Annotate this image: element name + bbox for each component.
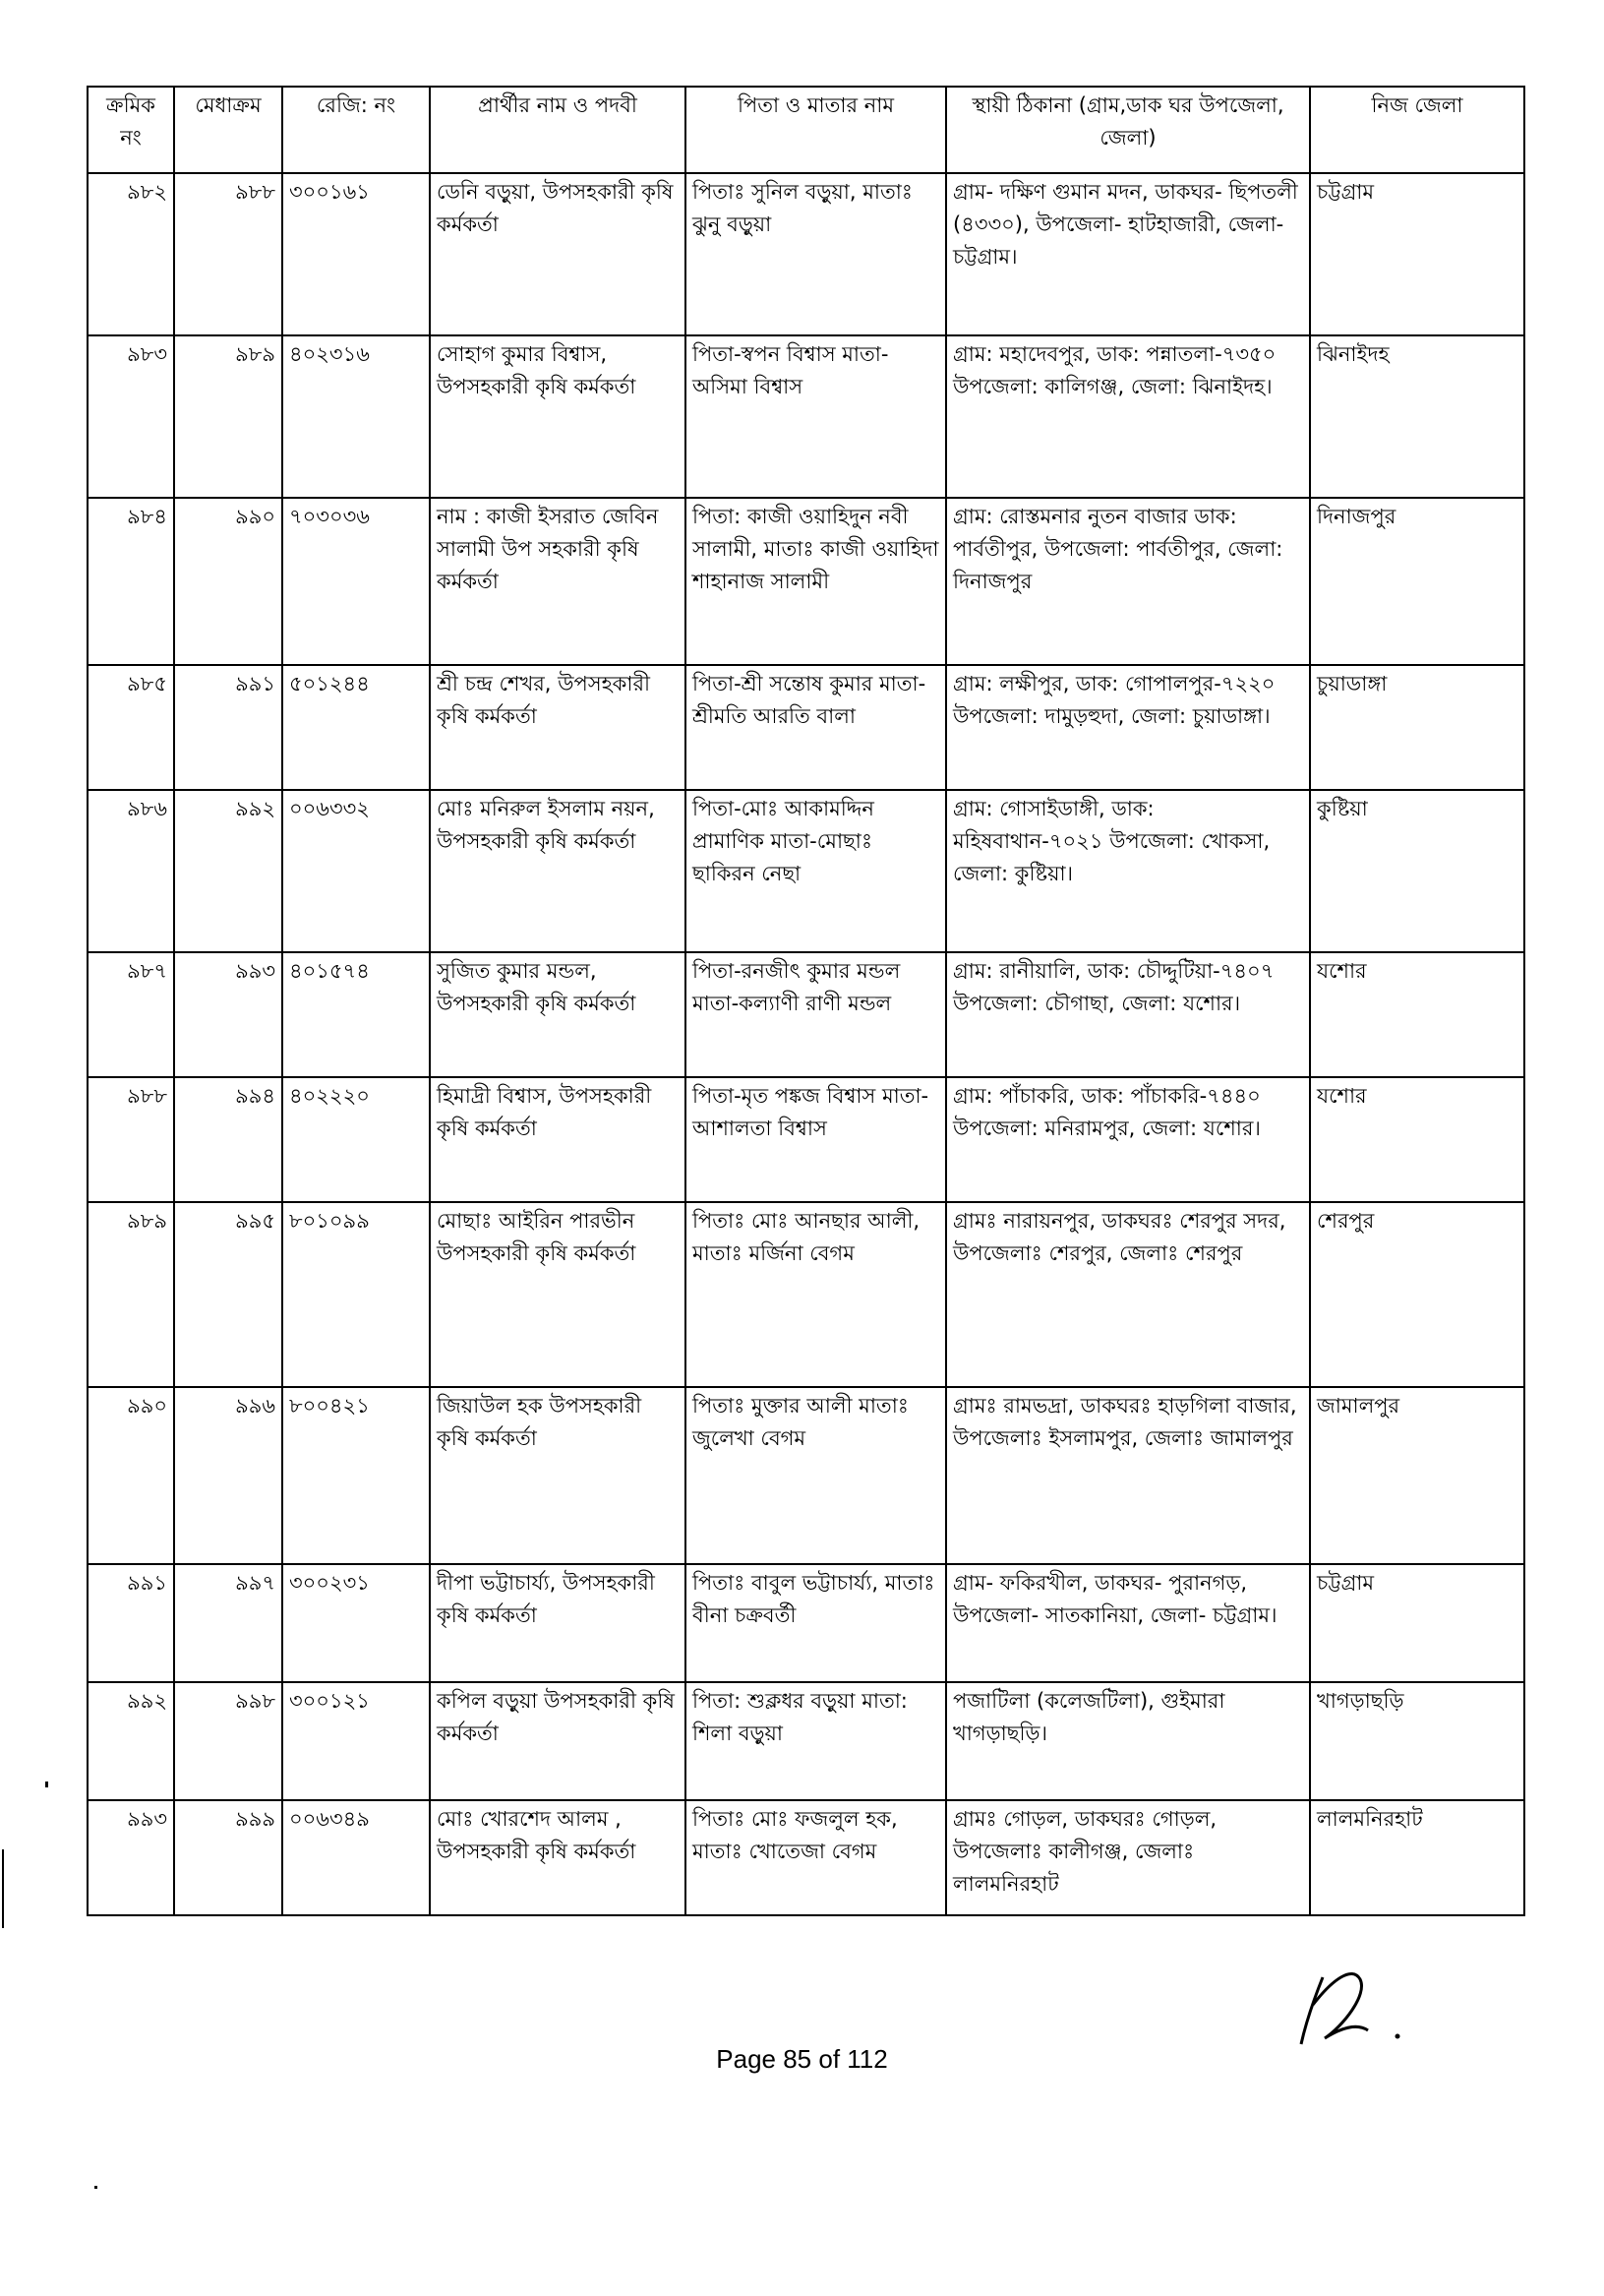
- cell-parents: পিতাঃ মোঃ ফজলুল হক, মাতাঃ খোতেজা বেগম: [685, 1800, 946, 1915]
- cell-merit: ৯৯৬: [174, 1387, 282, 1564]
- cell-address: গ্রাম- ফকিরখীল, ডাকঘর- পুরানগড়, উপজেলা- সাতকানিয়া, জেলা- চট্টগ্রাম।: [946, 1564, 1310, 1682]
- cell-district: খাগড়াছড়ি: [1310, 1682, 1524, 1800]
- cell-serial: ৯৮২: [88, 173, 174, 335]
- table-row: [88, 1564, 1524, 1682]
- header-merit: মেধাক্রম: [174, 87, 282, 173]
- cell-parents: পিতা-মোঃ আকামদ্দিন প্রামাণিক মাতা-মোছাঃ ছাকিরন নেছা: [685, 790, 946, 952]
- cell-reg: ৩০০১৬১: [282, 173, 430, 335]
- cell-name: হিমাদ্রী বিশ্বাস, উপসহকারী কৃষি কর্মকর্তা: [430, 1077, 685, 1202]
- cell-parents: পিতা-মৃত পঙ্কজ বিশ্বাস মাতা-আশালতা বিশ্বাস: [685, 1077, 946, 1202]
- table-row: [88, 1800, 1524, 1915]
- cell-reg: ৪০২২২০: [282, 1077, 430, 1202]
- cell-district: যশোর: [1310, 952, 1524, 1077]
- margin-mark: [45, 1782, 48, 1787]
- cell-address: গ্রামঃ গোড়ল, ডাকঘরঃ গোড়ল, উপজেলাঃ কালীগঞ্জ, জেলাঃ লালমনিরহাট: [946, 1800, 1310, 1915]
- cell-reg: ৭০৩০৩৬: [282, 498, 430, 665]
- cell-name: সোহাগ কুমার বিশ্বাস, উপসহকারী কৃষি কর্মকর্তা: [430, 335, 685, 498]
- cell-reg: ০০৬৩৪৯: [282, 1800, 430, 1915]
- cell-serial: ৯৮৬: [88, 790, 174, 952]
- cell-merit: ৯৯৫: [174, 1202, 282, 1387]
- table-row: [88, 335, 1524, 498]
- cell-name: ডেনি বড়ুয়া, উপসহকারী কৃষি কর্মকর্তা: [430, 173, 685, 335]
- cell-reg: ৪০২৩১৬: [282, 335, 430, 498]
- cell-merit: ৯৯৪: [174, 1077, 282, 1202]
- header-reg: রেজি: নং: [282, 87, 430, 173]
- margin-mark: [2, 1849, 4, 1928]
- table-row: [88, 790, 1524, 952]
- header-serial: ক্রমিক নং: [88, 87, 174, 173]
- cell-district: চুয়াডাঙ্গা: [1310, 665, 1524, 790]
- cell-merit: ৯৯৩: [174, 952, 282, 1077]
- cell-serial: ৯৮৯: [88, 1202, 174, 1387]
- cell-name: মোঃ খোরশেদ আলম , উপসহকারী কৃষি কর্মকর্তা: [430, 1800, 685, 1915]
- table-row: [88, 665, 1524, 790]
- margin-mark: [94, 2186, 97, 2189]
- cell-merit: ৯৯৯: [174, 1800, 282, 1915]
- cell-serial: ৯৮৭: [88, 952, 174, 1077]
- cell-merit: ৯৮৮: [174, 173, 282, 335]
- table-header-row: [88, 87, 1524, 173]
- cell-merit: ৯৯৭: [174, 1564, 282, 1682]
- candidate-table: [87, 86, 1525, 1916]
- page-number: Page 85 of 112: [716, 2044, 888, 2074]
- header-address: স্থায়ী ঠিকানা (গ্রাম,ডাক ঘর উপজেলা, জেলা): [946, 87, 1310, 173]
- table-row: [88, 1387, 1524, 1564]
- cell-address: গ্রাম: গোসাইডাঙ্গী, ডাক: মহিষবাথান-৭০২১ উপজেলা: খোকসা, জেলা: কুষ্টিয়া।: [946, 790, 1310, 952]
- cell-serial: ৯৮৪: [88, 498, 174, 665]
- cell-district: জামালপুর: [1310, 1387, 1524, 1564]
- cell-address: গ্রামঃ নারায়নপুর, ডাকঘরঃ শেরপুর সদর, উপজেলাঃ শেরপুর, জেলাঃ শেরপুর: [946, 1202, 1310, 1387]
- cell-name: কপিল বড়ুয়া উপসহকারী কৃষি কর্মকর্তা: [430, 1682, 685, 1800]
- cell-reg: ৮০০৪২১: [282, 1387, 430, 1564]
- cell-name: মোঃ মনিরুল ইসলাম নয়ন, উপসহকারী কৃষি কর্মকর্তা: [430, 790, 685, 952]
- table-row: [88, 952, 1524, 1077]
- signature: [1283, 1958, 1421, 2051]
- cell-address: গ্রাম: রোস্তমনার নুতন বাজার ডাক: পার্বতীপুর, উপজেলা: পার্বতীপুর, জেলা: দিনাজপুর: [946, 498, 1310, 665]
- cell-serial: ৯৮৮: [88, 1077, 174, 1202]
- cell-serial: ৯৯১: [88, 1564, 174, 1682]
- cell-merit: ৯৯০: [174, 498, 282, 665]
- cell-parents: পিতাঃ মুক্তার আলী মাতাঃ জুলেখা বেগম: [685, 1387, 946, 1564]
- cell-merit: ৯৯৮: [174, 1682, 282, 1800]
- cell-parents: পিতা-স্বপন বিশ্বাস মাতা-অসিমা বিশ্বাস: [685, 335, 946, 498]
- cell-name: জিয়াউল হক উপসহকারী কৃষি কর্মকর্তা: [430, 1387, 685, 1564]
- cell-parents: পিতাঃ সুনিল বড়ুয়া, মাতাঃ ঝুনু বড়ুয়া: [685, 173, 946, 335]
- cell-name: সুজিত কুমার মন্ডল, উপসহকারী কৃষি কর্মকর্তা: [430, 952, 685, 1077]
- cell-serial: ৯৮৫: [88, 665, 174, 790]
- table-row: [88, 498, 1524, 665]
- cell-district: চট্টগ্রাম: [1310, 173, 1524, 335]
- cell-address: গ্রাম: মহাদেবপুর, ডাক: পন্নাতলা-৭৩৫০ উপজেলা: কালিগঞ্জ, জেলা: ঝিনাইদহ।: [946, 335, 1310, 498]
- cell-parents: পিতা: শুক্লধর বড়ুয়া মাতা: শিলা বড়ুয়া: [685, 1682, 946, 1800]
- cell-name: দীপা ভট্টাচার্য্য, উপসহকারী কৃষি কর্মকর্তা: [430, 1564, 685, 1682]
- cell-reg: ৪০১৫৭৪: [282, 952, 430, 1077]
- cell-district: লালমনিরহাট: [1310, 1800, 1524, 1915]
- cell-district: কুষ্টিয়া: [1310, 790, 1524, 952]
- cell-reg: ৮০১০৯৯: [282, 1202, 430, 1387]
- cell-reg: ৩০০২৩১: [282, 1564, 430, 1682]
- cell-serial: ৯৯৩: [88, 1800, 174, 1915]
- cell-address: পজাটিলা (কলেজটিলা), গুইমারা খাগড়াছড়ি।: [946, 1682, 1310, 1800]
- cell-reg: ০০৬৩৩২: [282, 790, 430, 952]
- cell-merit: ৯৮৯: [174, 335, 282, 498]
- cell-address: গ্রাম- দক্ষিণ গুমান মদন, ডাকঘর- ছিপতলী (৪৩৩০), উপজেলা- হাটহাজারী, জেলা- চট্টগ্রাম।: [946, 173, 1310, 335]
- header-name: প্রার্থীর নাম ও পদবী: [430, 87, 685, 173]
- table-row: [88, 1682, 1524, 1800]
- cell-parents: পিতা: কাজী ওয়াহিদুন নবী সালামী, মাতাঃ কাজী ওয়াহিদা শাহানাজ সালামী: [685, 498, 946, 665]
- cell-reg: ৩০০১২১: [282, 1682, 430, 1800]
- cell-serial: ৯৮৩: [88, 335, 174, 498]
- cell-district: চট্টগ্রাম: [1310, 1564, 1524, 1682]
- cell-address: গ্রাম: লক্ষীপুর, ডাক: গোপালপুর-৭২২০ উপজেলা: দামুড়হুদা, জেলা: চুয়াডাঙ্গা।: [946, 665, 1310, 790]
- cell-name: নাম : কাজী ইসরাত জেবিন সালামী উপ সহকারী কৃষি কর্মকর্তা: [430, 498, 685, 665]
- cell-reg: ৫০১২৪৪: [282, 665, 430, 790]
- table-row: [88, 1077, 1524, 1202]
- header-district: নিজ জেলা: [1310, 87, 1524, 173]
- table-body: [88, 173, 1524, 1915]
- table-row: [88, 173, 1524, 335]
- cell-district: শেরপুর: [1310, 1202, 1524, 1387]
- cell-merit: ৯৯২: [174, 790, 282, 952]
- cell-parents: পিতা-শ্রী সন্তোষ কুমার মাতা-শ্রীমতি আরতি বালা: [685, 665, 946, 790]
- cell-serial: ৯৯০: [88, 1387, 174, 1564]
- cell-parents: পিতাঃ বাবুল ভট্টাচার্য্য, মাতাঃ বীনা চক্রবর্তী: [685, 1564, 946, 1682]
- cell-district: দিনাজপুর: [1310, 498, 1524, 665]
- cell-district: ঝিনাইদহ: [1310, 335, 1524, 498]
- cell-serial: ৯৯২: [88, 1682, 174, 1800]
- cell-merit: ৯৯১: [174, 665, 282, 790]
- cell-name: মোছাঃ আইরিন পারভীন উপসহকারী কৃষি কর্মকর্তা: [430, 1202, 685, 1387]
- cell-parents: পিতাঃ মোঃ আনছার আলী, মাতাঃ মর্জিনা বেগম: [685, 1202, 946, 1387]
- cell-parents: পিতা-রনজীৎ কুমার মন্ডল মাতা-কল্যাণী রাণী মন্ডল: [685, 952, 946, 1077]
- header-parents: পিতা ও মাতার নাম: [685, 87, 946, 173]
- cell-address: গ্রাম: রানীয়ালি, ডাক: চৌদ্দুটিয়া-৭৪০৭ উপজেলা: চৌগাছা, জেলা: যশোর।: [946, 952, 1310, 1077]
- table-row: [88, 1202, 1524, 1387]
- cell-name: শ্রী চন্দ্র শেখর, উপসহকারী কৃষি কর্মকর্তা: [430, 665, 685, 790]
- cell-address: গ্রাম: পাঁচাকরি, ডাক: পাঁচাকরি-৭৪৪০ উপজেলা: মনিরামপুর, জেলা: যশোর।: [946, 1077, 1310, 1202]
- cell-district: যশোর: [1310, 1077, 1524, 1202]
- cell-address: গ্রামঃ রামভদ্রা, ডাকঘরঃ হাড়গিলা বাজার, উপজেলাঃ ইসলামপুর, জেলাঃ জামালপুর: [946, 1387, 1310, 1564]
